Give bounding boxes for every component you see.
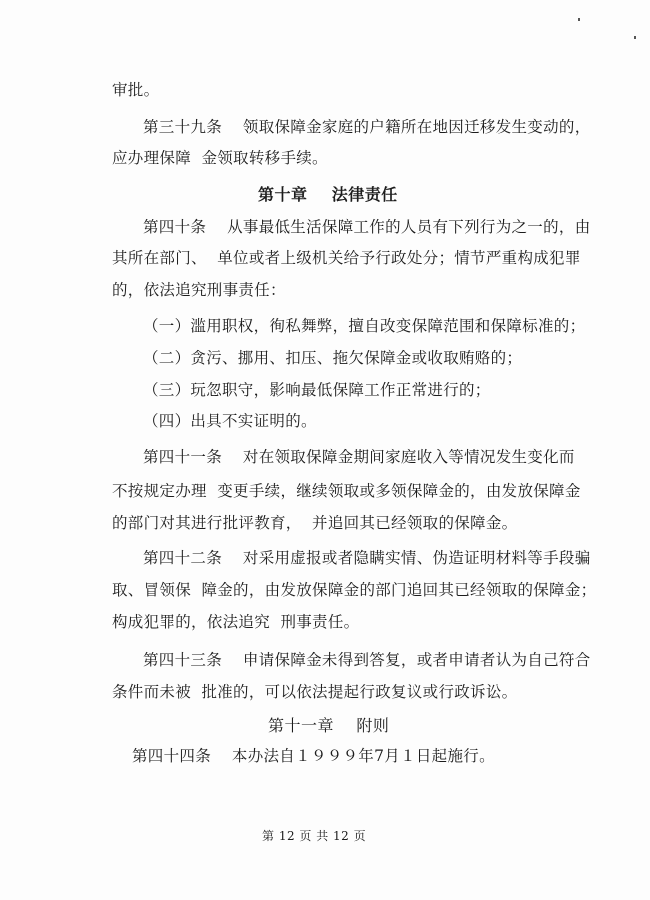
article-42: 第四十二条 对采用虚报或者隐瞒实情、伪造证明材料等手段骗: [143, 549, 591, 567]
article-39: 第三十九条 领取保障金家庭的户籍所在地因迁移发生变动的，: [143, 118, 591, 136]
list-item: （三）玩忽职守，影响最低保障工作正常进行的；: [143, 381, 491, 399]
article-43: 第四十三条 申请保障金未得到答复，或者申请者认为自己符合: [143, 651, 591, 669]
text-line: 的，依法追究刑事责任：: [112, 281, 286, 299]
chapter-11-heading: 第十一章 附则: [268, 716, 390, 735]
article-41: 第四十一条 对在领取保障金期间家庭收入等情况发生变化而: [143, 448, 575, 466]
text-line: 取、冒领保 障金的，由发放保障金的部门追回其已经领取的保障金；: [112, 581, 597, 599]
text-line: 其所在部门、 单位或者上级机关给予行政处分；情节严重构成犯罪: [112, 249, 581, 267]
text-line: 的部门对其进行批评教育， 并追回其已经领取的保障金。: [112, 514, 518, 532]
list-item: （四）出具不实证明的。: [143, 412, 317, 430]
text-line: 审批。: [112, 81, 160, 99]
text-line: 应办理保障 金领取转移手续。: [112, 149, 328, 167]
list-item: （二）贪污、挪用、扣压、拖欠保障金或收取贿赂的；: [143, 349, 523, 367]
text-line: 条件而未被 批准的，可以依法提起行政复议或行政诉讼。: [112, 683, 518, 701]
scan-speck: [634, 36, 636, 39]
text-line: 构成犯罪的，依法追究 刑事责任。: [112, 613, 360, 631]
article-44: 第四十四条 本办法自１９９９年7月１日起施行。: [132, 747, 495, 765]
list-item: （一）滥用职权，徇私舞弊，擅自改变保障范围和保障标准的；: [143, 317, 586, 335]
text-line: 不按规定办理 变更手续，继续领取或多领保障金的，由发放保障金: [112, 482, 581, 500]
page-number-footer: 第 12 页 共 12 页: [262, 829, 367, 843]
scan-speck: [578, 18, 580, 21]
chapter-10-heading: 第十章 法律责任: [258, 185, 398, 204]
article-40: 第四十条 从事最低生活保障工作的人员有下列行为之一的，由: [143, 218, 591, 236]
